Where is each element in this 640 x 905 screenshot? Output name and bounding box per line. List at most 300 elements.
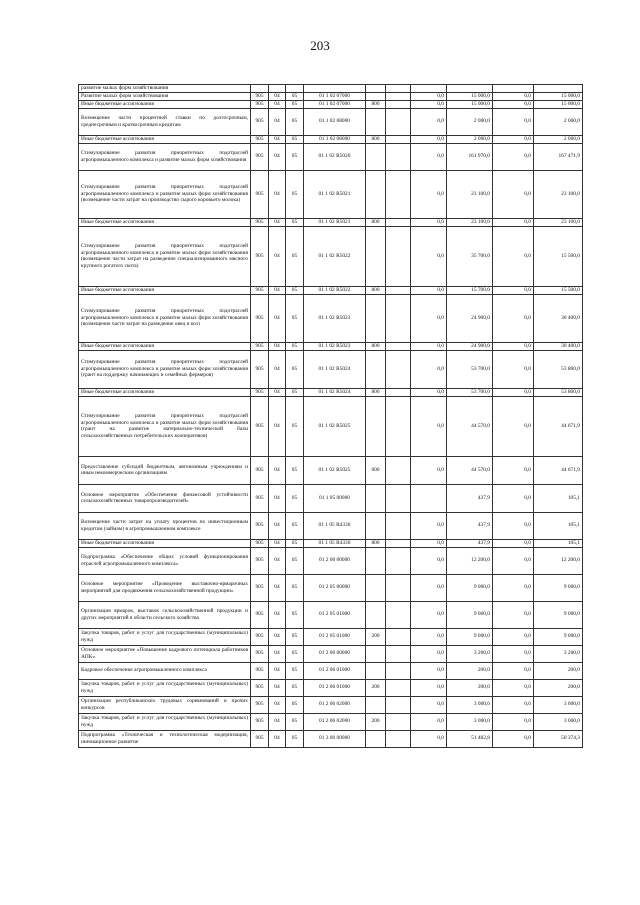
- amount2-cell: 2 000,0: [447, 108, 493, 135]
- section-cell: 04: [269, 679, 286, 696]
- subsection-cell: 05: [286, 547, 304, 574]
- amount2-cell: 9 000,0: [447, 574, 493, 601]
- expense-type-cell: [366, 170, 386, 218]
- name-cell: Стимулирование развития приоритетных подотраслей агропромышленного комплекса и развитие малых форм хозяйствования: [79, 143, 251, 170]
- amount1-cell: 0,0: [411, 662, 447, 679]
- section-cell: 04: [269, 574, 286, 601]
- amount3-cell: 0,0: [493, 170, 534, 218]
- amount3-cell: 0,0: [493, 539, 534, 547]
- expense-type-cell: 200: [366, 628, 386, 645]
- expense-type-cell: 800: [366, 388, 386, 396]
- name-cell: Развитие малых форм хозяйствования: [79, 92, 251, 100]
- empty-cell: [386, 679, 411, 696]
- amount3-cell: 0,0: [493, 286, 534, 294]
- name-cell: Стимулирование развития приоритетных подотраслей агропромышленного комплекса и развитие малых форм хозяйствования (грант на поддержку начинающих и семейных фермеров): [79, 350, 251, 388]
- amount3-cell: 0,0: [493, 143, 534, 170]
- empty-cell: [386, 286, 411, 294]
- target-article-cell: 01 1 05 00000: [304, 484, 366, 512]
- amount3-cell: 0,0: [493, 696, 534, 713]
- amount2-cell: 44 570,0: [447, 456, 493, 484]
- section-cell: 04: [269, 547, 286, 574]
- ved-cell: 905: [251, 170, 269, 218]
- subsection-cell: 05: [286, 679, 304, 696]
- amount3-cell: 0,0: [493, 679, 534, 696]
- expense-type-cell: [366, 226, 386, 286]
- amount3-cell: 0,0: [493, 218, 534, 226]
- name-cell: Закупка товаров, работ и услуг для государственных (муниципальных) нужд: [79, 713, 251, 730]
- amount4-cell: 3 000,0: [534, 713, 583, 730]
- section-cell: 04: [269, 108, 286, 135]
- amount3-cell: 0,0: [493, 226, 534, 286]
- expense-type-cell: 800: [366, 135, 386, 143]
- empty-cell: [386, 100, 411, 108]
- table-row: [79, 92, 583, 100]
- subsection-cell: 05: [286, 218, 304, 226]
- empty-cell: [386, 601, 411, 628]
- expense-type-cell: [366, 92, 386, 100]
- name-cell: Подпрограмма «Обеспечение общих условий функционирования отраслей агропромышленного комплекса»: [79, 547, 251, 574]
- table-row: [79, 679, 583, 696]
- table-row: [79, 456, 583, 484]
- amount2-cell: 9 000,0: [447, 601, 493, 628]
- table-row: [79, 388, 583, 396]
- name-cell: Иные бюджетные ассигнования: [79, 100, 251, 108]
- table-row: [79, 696, 583, 713]
- subsection-cell: 05: [286, 484, 304, 512]
- empty-cell: [386, 170, 411, 218]
- amount3-cell: 0,0: [493, 601, 534, 628]
- subsection-cell: 05: [286, 601, 304, 628]
- ved-cell: 905: [251, 679, 269, 696]
- name-cell: Закупка товаров, работ и услуг для государственных (муниципальных) нужд: [79, 628, 251, 645]
- amount2-cell: 3 000,0: [447, 713, 493, 730]
- amount2-cell: 2 000,0: [447, 135, 493, 143]
- amount4-cell: 15 000,0: [534, 92, 583, 100]
- amount1-cell: 0,0: [411, 100, 447, 108]
- amount4-cell: 9 000,0: [534, 628, 583, 645]
- amount2-cell: 53 700,0: [447, 388, 493, 396]
- ved-cell: 905: [251, 645, 269, 662]
- empty-cell: [386, 135, 411, 143]
- amount2-cell: 35 700,0: [447, 226, 493, 286]
- empty-cell: [386, 226, 411, 286]
- empty-cell: [386, 108, 411, 135]
- name-cell: развитие малых форм хозяйствования: [79, 85, 251, 93]
- amount4-cell: 50 374,3: [534, 730, 583, 747]
- amount2-cell: 3 000,0: [447, 696, 493, 713]
- ved-cell: 905: [251, 294, 269, 342]
- target-article-cell: 01 1 02 R5020: [304, 143, 366, 170]
- expense-type-cell: 800: [366, 342, 386, 350]
- amount4-cell: 105,1: [534, 539, 583, 547]
- target-article-cell: 01 3 00 00000: [304, 730, 366, 747]
- subsection-cell: 05: [286, 539, 304, 547]
- amount3-cell: 0,0: [493, 108, 534, 135]
- table-row: [79, 135, 583, 143]
- amount3-cell: 0,0: [493, 100, 534, 108]
- table-row: [79, 645, 583, 662]
- amount2-cell: 437,9: [447, 539, 493, 547]
- amount3-cell: [493, 85, 534, 93]
- amount4-cell: 15 000,0: [534, 100, 583, 108]
- expense-type-cell: [366, 645, 386, 662]
- amount1-cell: 0,0: [411, 350, 447, 388]
- amount1-cell: 0,0: [411, 539, 447, 547]
- name-cell: Организация республиканских трудовых соревнований и прочих конкурсов: [79, 696, 251, 713]
- expense-type-cell: [366, 601, 386, 628]
- ved-cell: 905: [251, 286, 269, 294]
- amount1-cell: 0,0: [411, 342, 447, 350]
- amount2-cell: 51 482,8: [447, 730, 493, 747]
- empty-cell: [386, 539, 411, 547]
- amount4-cell: 53 800,0: [534, 388, 583, 396]
- amount4-cell: 200,0: [534, 662, 583, 679]
- target-article-cell: 01 2 06 02000: [304, 713, 366, 730]
- section-cell: 04: [269, 226, 286, 286]
- section-cell: 04: [269, 342, 286, 350]
- table-row: [79, 226, 583, 286]
- amount1-cell: 0,0: [411, 456, 447, 484]
- ved-cell: 905: [251, 574, 269, 601]
- amount1-cell: 0,0: [411, 170, 447, 218]
- subsection-cell: 05: [286, 574, 304, 601]
- empty-cell: [386, 342, 411, 350]
- name-cell: Предоставление субсидий бюджетным, автономным учреждениям и иным некоммерческим организациям: [79, 456, 251, 484]
- empty-cell: [386, 484, 411, 512]
- amount2-cell: 3 200,0: [447, 645, 493, 662]
- subsection-cell: 05: [286, 628, 304, 645]
- name-cell: Стимулирование развития приоритетных подотраслей агропромышленного комплекса и развитие малых форм хозяйствования (возмещение части затрат на разведение специализированного мясного крупного рогатого скота): [79, 226, 251, 286]
- amount3-cell: 0,0: [493, 713, 534, 730]
- name-cell: Основное мероприятие «Обеспечение финансовой устойчивости сельскохозяйственных товаропроизводителей»: [79, 484, 251, 512]
- amount1-cell: 0,0: [411, 218, 447, 226]
- empty-cell: [386, 696, 411, 713]
- ved-cell: 905: [251, 696, 269, 713]
- subsection-cell: 05: [286, 713, 304, 730]
- amount4-cell: 23 100,0: [534, 170, 583, 218]
- ved-cell: 905: [251, 143, 269, 170]
- amount3-cell: 0,0: [493, 92, 534, 100]
- empty-cell: [386, 92, 411, 100]
- empty-cell: [386, 628, 411, 645]
- amount1-cell: 0,0: [411, 512, 447, 539]
- table-row: [79, 547, 583, 574]
- name-cell: Подпрограмма «Техническая и технологическая модернизация, инновационное развитие: [79, 730, 251, 747]
- amount4-cell: 44 671,9: [534, 396, 583, 456]
- amount4-cell: 15 500,0: [534, 226, 583, 286]
- target-article-cell: 01 2 05 01000: [304, 601, 366, 628]
- target-article-cell: 01 2 05 00000: [304, 574, 366, 601]
- table-row: [79, 350, 583, 388]
- section-cell: 04: [269, 286, 286, 294]
- amount4-cell: 30 400,0: [534, 294, 583, 342]
- section-cell: 04: [269, 484, 286, 512]
- amount4-cell: 30 400,0: [534, 342, 583, 350]
- empty-cell: [386, 662, 411, 679]
- target-article-cell: 01 1 02 08000: [304, 108, 366, 135]
- ved-cell: 905: [251, 628, 269, 645]
- ved-cell: 905: [251, 135, 269, 143]
- amount2-cell: 9 000,0: [447, 628, 493, 645]
- name-cell: Стимулирование развития приоритетных подотраслей агропромышленного комплекса и развитие малых форм хозяйствования (грант на развитие материально-технической базы сельскохозяйственных потребительских кооперативов): [79, 396, 251, 456]
- subsection-cell: 05: [286, 662, 304, 679]
- amount4-cell: 200,0: [534, 679, 583, 696]
- name-cell: Иные бюджетные ассигнования: [79, 286, 251, 294]
- amount4-cell: 105,1: [534, 512, 583, 539]
- target-article-cell: 01 1 02 07000: [304, 100, 366, 108]
- target-article-cell: 01 1 02 R5021: [304, 218, 366, 226]
- amount2-cell: 12 200,0: [447, 547, 493, 574]
- name-cell: Стимулирование развития приоритетных подотраслей агропромышленного комплекса и развитие малых форм хозяйствования (возмещение части затрат на производство сырого коровьего молока): [79, 170, 251, 218]
- name-cell: Иные бюджетные ассигнования: [79, 218, 251, 226]
- section-cell: 04: [269, 92, 286, 100]
- subsection-cell: 05: [286, 696, 304, 713]
- subsection-cell: 05: [286, 100, 304, 108]
- target-article-cell: 01 1 02 R5024: [304, 350, 366, 388]
- table-row: [79, 574, 583, 601]
- table-row: [79, 484, 583, 512]
- amount3-cell: 0,0: [493, 396, 534, 456]
- expense-type-cell: [366, 350, 386, 388]
- ved-cell: 905: [251, 350, 269, 388]
- amount3-cell: 0,0: [493, 662, 534, 679]
- amount1-cell: 0,0: [411, 388, 447, 396]
- target-article-cell: 01 1 05 R4330: [304, 512, 366, 539]
- amount2-cell: [447, 85, 493, 93]
- amount3-cell: 0,0: [493, 456, 534, 484]
- section-cell: 04: [269, 388, 286, 396]
- section-cell: 04: [269, 730, 286, 747]
- expense-type-cell: [366, 484, 386, 512]
- table-row: [79, 85, 583, 93]
- section-cell: [269, 85, 286, 93]
- section-cell: 04: [269, 294, 286, 342]
- name-cell: Возмещение части затрат на уплату процентов по инвестиционным кредитам (займам) в агропромышленном комплексе: [79, 512, 251, 539]
- budget-table: [78, 84, 583, 748]
- section-cell: 04: [269, 645, 286, 662]
- amount4-cell: 3 000,0: [534, 696, 583, 713]
- expense-type-cell: 800: [366, 539, 386, 547]
- target-article-cell: [304, 85, 366, 93]
- table-row: [79, 396, 583, 456]
- amount3-cell: 0,0: [493, 645, 534, 662]
- amount2-cell: 437,9: [447, 484, 493, 512]
- subsection-cell: 05: [286, 108, 304, 135]
- table-body: [79, 85, 583, 748]
- ved-cell: 905: [251, 226, 269, 286]
- amount1-cell: 0,0: [411, 696, 447, 713]
- subsection-cell: 05: [286, 342, 304, 350]
- ved-cell: 905: [251, 601, 269, 628]
- expense-type-cell: [366, 512, 386, 539]
- amount4-cell: 105,1: [534, 484, 583, 512]
- section-cell: 04: [269, 456, 286, 484]
- amount4-cell: 12 200,0: [534, 547, 583, 574]
- expense-type-cell: [366, 85, 386, 93]
- amount2-cell: 437,9: [447, 512, 493, 539]
- amount4-cell: 9 000,0: [534, 574, 583, 601]
- table-row: [79, 601, 583, 628]
- ved-cell: 905: [251, 100, 269, 108]
- name-cell: Стимулирование развития приоритетных подотраслей агропромышленного комплекса и развитие малых форм хозяйствования (возмещение части затрат на разведение овец и коз): [79, 294, 251, 342]
- ved-cell: 905: [251, 547, 269, 574]
- ved-cell: 905: [251, 388, 269, 396]
- table-row: [79, 628, 583, 645]
- expense-type-cell: 200: [366, 679, 386, 696]
- ved-cell: 905: [251, 92, 269, 100]
- amount2-cell: 15 700,0: [447, 286, 493, 294]
- amount3-cell: 0,0: [493, 342, 534, 350]
- amount4-cell: 53 800,0: [534, 350, 583, 388]
- amount1-cell: 0,0: [411, 108, 447, 135]
- expense-type-cell: [366, 143, 386, 170]
- name-cell: Возмещение части процентной ставки по долгосрочным, среднесрочным и краткосрочным кредитам: [79, 108, 251, 135]
- section-cell: 04: [269, 601, 286, 628]
- amount1-cell: 0,0: [411, 645, 447, 662]
- target-article-cell: 01 1 02 R5025: [304, 456, 366, 484]
- amount1-cell: 0,0: [411, 226, 447, 286]
- expense-type-cell: [366, 574, 386, 601]
- amount2-cell: 23 100,0: [447, 218, 493, 226]
- subsection-cell: 05: [286, 294, 304, 342]
- section-cell: 04: [269, 170, 286, 218]
- amount4-cell: 23 100,0: [534, 218, 583, 226]
- amount1-cell: 0,0: [411, 135, 447, 143]
- empty-cell: [386, 645, 411, 662]
- ved-cell: 905: [251, 396, 269, 456]
- amount1-cell: 0,0: [411, 574, 447, 601]
- amount2-cell: 24 900,0: [447, 342, 493, 350]
- target-article-cell: 01 1 02 R5022: [304, 226, 366, 286]
- amount3-cell: 0,0: [493, 294, 534, 342]
- empty-cell: [386, 730, 411, 747]
- section-cell: 04: [269, 396, 286, 456]
- empty-cell: [386, 547, 411, 574]
- subsection-cell: 05: [286, 396, 304, 456]
- amount4-cell: 15 500,0: [534, 286, 583, 294]
- ved-cell: 905: [251, 730, 269, 747]
- amount4-cell: [534, 85, 583, 93]
- ved-cell: [251, 85, 269, 93]
- empty-cell: [386, 218, 411, 226]
- amount1-cell: [411, 85, 447, 93]
- ved-cell: 905: [251, 662, 269, 679]
- subsection-cell: 05: [286, 456, 304, 484]
- table-row: [79, 539, 583, 547]
- target-article-cell: 01 1 02 R5022: [304, 286, 366, 294]
- target-article-cell: 01 1 02 R5021: [304, 170, 366, 218]
- table-row: [79, 108, 583, 135]
- name-cell: Организация ярмарок, выставок сельскохозяйственной продукции и других мероприятий в области сельского хозяйства: [79, 601, 251, 628]
- name-cell: Иные бюджетные ассигнования: [79, 539, 251, 547]
- expense-type-cell: 800: [366, 100, 386, 108]
- section-cell: 04: [269, 143, 286, 170]
- subsection-cell: 05: [286, 170, 304, 218]
- subsection-cell: 05: [286, 645, 304, 662]
- subsection-cell: 05: [286, 226, 304, 286]
- subsection-cell: 05: [286, 512, 304, 539]
- empty-cell: [386, 713, 411, 730]
- amount3-cell: 0,0: [493, 512, 534, 539]
- amount3-cell: 0,0: [493, 730, 534, 747]
- expense-type-cell: 200: [366, 713, 386, 730]
- target-article-cell: 01 1 02 R5023: [304, 294, 366, 342]
- amount1-cell: 0,0: [411, 294, 447, 342]
- amount1-cell: 0,0: [411, 92, 447, 100]
- amount2-cell: 200,0: [447, 679, 493, 696]
- subsection-cell: 05: [286, 135, 304, 143]
- amount2-cell: 200,0: [447, 662, 493, 679]
- amount1-cell: 0,0: [411, 628, 447, 645]
- table-row: [79, 342, 583, 350]
- amount3-cell: 0,0: [493, 628, 534, 645]
- amount4-cell: 2 000,0: [534, 108, 583, 135]
- amount2-cell: 15 000,0: [447, 100, 493, 108]
- section-cell: 04: [269, 662, 286, 679]
- ved-cell: 905: [251, 342, 269, 350]
- table-row: [79, 294, 583, 342]
- target-article-cell: 01 2 06 01000: [304, 679, 366, 696]
- table-row: [79, 512, 583, 539]
- amount2-cell: 161 970,0: [447, 143, 493, 170]
- ved-cell: 905: [251, 456, 269, 484]
- subsection-cell: 05: [286, 388, 304, 396]
- amount1-cell: 0,0: [411, 679, 447, 696]
- name-cell: Кадровое обеспечение агропромышленного комплекса: [79, 662, 251, 679]
- target-article-cell: 01 2 06 00000: [304, 645, 366, 662]
- section-cell: 04: [269, 512, 286, 539]
- subsection-cell: 05: [286, 350, 304, 388]
- section-cell: 04: [269, 218, 286, 226]
- empty-cell: [386, 350, 411, 388]
- amount2-cell: 44 570,0: [447, 396, 493, 456]
- empty-cell: [386, 512, 411, 539]
- section-cell: 04: [269, 696, 286, 713]
- expense-type-cell: [366, 396, 386, 456]
- expense-type-cell: [366, 547, 386, 574]
- empty-cell: [386, 294, 411, 342]
- expense-type-cell: [366, 730, 386, 747]
- amount4-cell: 9 000,0: [534, 601, 583, 628]
- amount4-cell: 2 000,0: [534, 135, 583, 143]
- subsection-cell: 05: [286, 92, 304, 100]
- target-article-cell: 01 2 05 01000: [304, 628, 366, 645]
- amount1-cell: [411, 484, 447, 512]
- amount3-cell: 0,0: [493, 574, 534, 601]
- expense-type-cell: 800: [366, 286, 386, 294]
- amount2-cell: 53 700,0: [447, 350, 493, 388]
- target-article-cell: 01 2 06 02000: [304, 696, 366, 713]
- page-number: 203: [310, 38, 330, 53]
- subsection-cell: 05: [286, 730, 304, 747]
- section-cell: 04: [269, 350, 286, 388]
- expense-type-cell: [366, 696, 386, 713]
- target-article-cell: 01 1 02 08000: [304, 135, 366, 143]
- amount1-cell: 0,0: [411, 286, 447, 294]
- target-article-cell: 01 2 00 00000: [304, 547, 366, 574]
- name-cell: Закупка товаров, работ и услуг для государственных (муниципальных) нужд: [79, 679, 251, 696]
- ved-cell: 905: [251, 512, 269, 539]
- expense-type-cell: [366, 108, 386, 135]
- section-cell: 04: [269, 713, 286, 730]
- amount3-cell: 0,0: [493, 388, 534, 396]
- ved-cell: 905: [251, 218, 269, 226]
- expense-type-cell: 600: [366, 456, 386, 484]
- amount1-cell: 0,0: [411, 730, 447, 747]
- empty-cell: [386, 574, 411, 601]
- table-row: [79, 713, 583, 730]
- section-cell: 04: [269, 135, 286, 143]
